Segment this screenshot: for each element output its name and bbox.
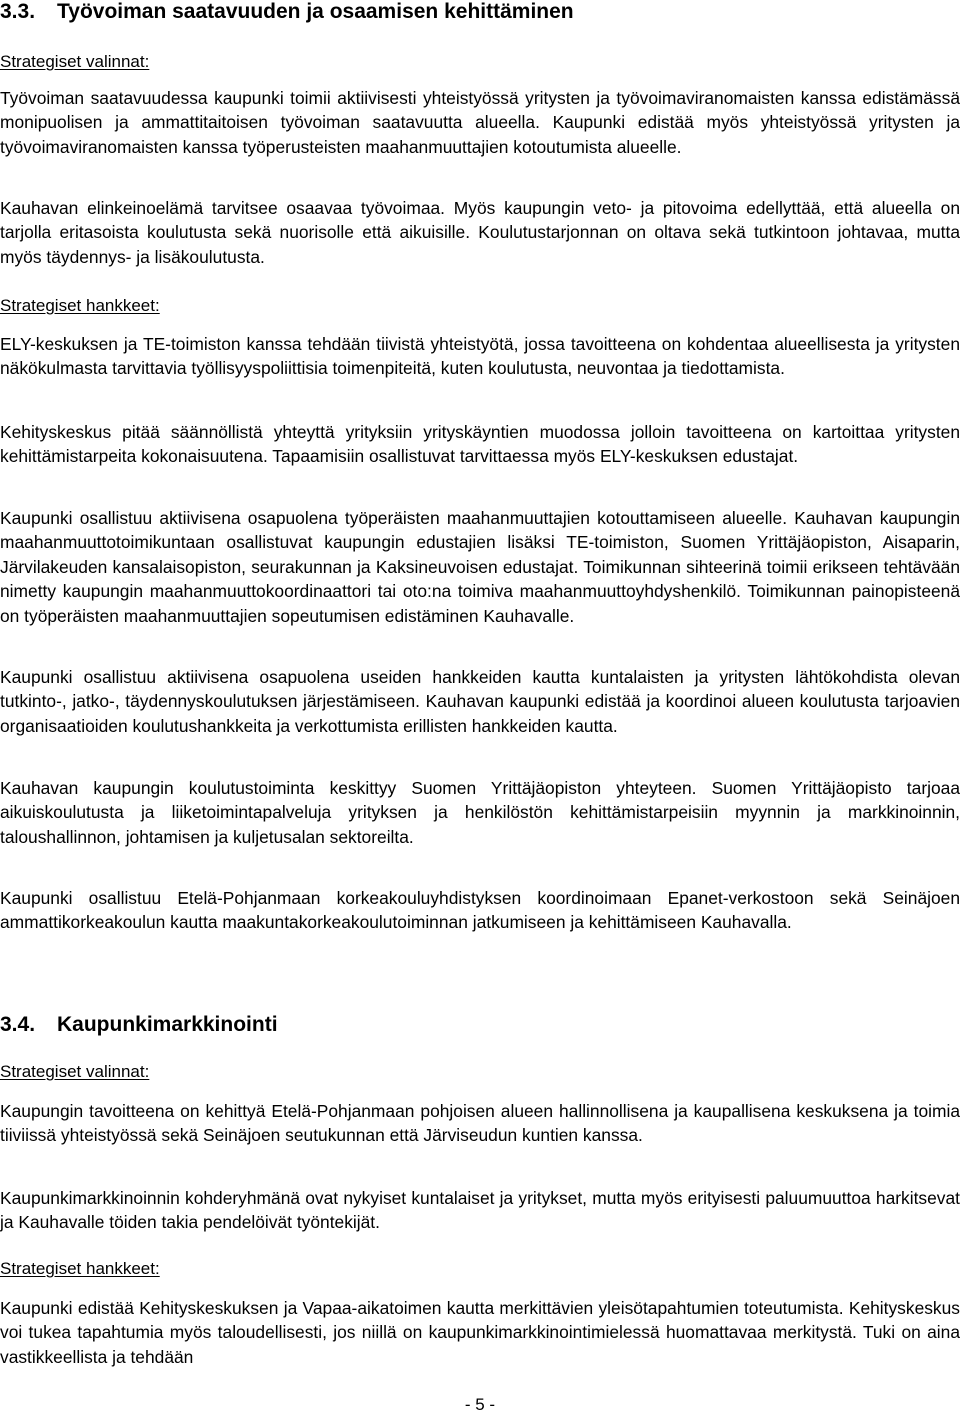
paragraph: ELY-keskuksen ja TE-toimiston kanssa tehdään tiivistä yhteistyötä, jossa tavoitteena on kohdentaa alueellisesta ja yritysten näkökulmasta tarvittavia työllisyyspoliittisia toimenpiteitä, kuten koulutusta, neuvontaa ja tiedottamista. <box>0 334 960 379</box>
page-number: - 5 - <box>464 1395 496 1414</box>
section-title: Työvoiman saatavuuden ja osaamisen kehittäminen <box>57 0 574 23</box>
strategic-projects-heading: Strategiset hankkeet: <box>0 296 160 315</box>
paragraph: Työvoiman saatavuudessa kaupunki toimii aktiivisesti yhteistyössä yritysten ja työvoimaviranomaisten kanssa edistämässä monipuolisen ja ammattitaitoisen työvoiman saatavuutta alueella. Kaupunki edistää myös yhteistyössä yritysten ja työvoimaviranomaisten kanssa työperusteisten maahanmuuttajien kotoutumista alueelle. <box>0 88 960 157</box>
paragraph: Kaupunki osallistuu Etelä-Pohjanmaan korkeakouluyhdistyksen koordinoimaan Epanet-verkostoon sekä Seinäjoen ammattikorkeakoulun kautta maakuntakorkeakoulutoiminnan jatkumiseen ja kehittämiseen Kauhavalla. <box>0 888 960 933</box>
paragraph: Kaupunki osallistuu aktiivisena osapuolena työperäisten maahanmuuttajien kotouttamiseen alueelle. Kauhavan kaupungin maahanmuuttotoimikuntaan osallistuvat kaupungin edustajien lisäksi TE-toimiston, Suomen Yrittäjäopiston, Aisaparin, Järvilakeuden kansalaisopiston, seurakunnan ja Kaksineuvoisen edustajat. Toimikunnan sihteerinä toimii erikseen tehtävään nimetty kaupungin maahanmuuttokoordinaattori tai oto:na toimiva maahanmuuttoyhdyshenkilö. Toimikunnan painopisteenä on työperäisten maahanmuuttajien sopeutumisen edistäminen Kauhavalle. <box>0 508 960 626</box>
paragraph: Kaupunkimarkkinoinnin kohderyhmänä ovat nykyiset kuntalaiset ja yritykset, mutta myös erityisesti paluumuuttoa harkitsevat ja Kauhavalle töiden takia pendelöivät työntekijät. <box>0 1188 960 1233</box>
section-number: 3.4. <box>0 1013 36 1036</box>
section-number: 3.3. <box>0 0 36 23</box>
paragraph: Kehityskeskus pitää säännöllistä yhteyttä yrityksiin yrityskäyntien muodossa jolloin tavoitteena on kartoittaa yritysten kehittämistarpeita kokonaisuutena. Tapaamisiin osallistuvat tarvittaessa myös ELY-keskuksen edustajat. <box>0 422 960 467</box>
paragraph: Kaupungin tavoitteena on kehittyä Etelä-Pohjanmaan pohjoisen alueen hallinnollisena ja kaupallisena keskuksena ja toimia tiiviissä yhteistyössä sekä Seinäjoen seutukunnan että Järviseudun kuntien kanssa. <box>0 1101 960 1146</box>
strategic-choices-heading: Strategiset valinnat: <box>0 1062 150 1081</box>
section-heading-3-4 <box>0 1013 960 1037</box>
paragraph: Kauhavan kaupungin koulutustoiminta keskittyy Suomen Yrittäjäopiston yhteyteen. Suomen Yrittäjäopisto tarjoaa aikuiskoulutusta ja liiketoimintapalveluja yrityksen ja henkilöstön kehittämistarpeisiin myynnin ja markkinoinnin, taloushallinnon, johtamisen ja kuljetusalan sektoreilta. <box>0 778 960 847</box>
paragraph: Kaupunki osallistuu aktiivisena osapuolena useiden hankkeiden kautta kuntalaisten ja yritysten lähtökohdista olevan tutkinto-, jatko-, täydennyskoulutuksen järjestämiseen. Kauhavan kaupunki edistää ja koordinoi alueen koulutusta tarjoavien organisaatioiden koulutushankkeita ja verkottumista erillisten hankkeiden kautta. <box>0 667 960 736</box>
paragraph: Kauhavan elinkeinoelämä tarvitsee osaavaa työvoimaa. Myös kaupungin veto- ja pitovoima edellyttää, että alueella on tarjolla eritasoista koulutusta sekä nuorisolle että aikuisille. Koulutustarjonnan on oltava sekä tutkintoon johtavaa, mutta myös täydennys- ja lisäkoulutusta. <box>0 198 960 267</box>
paragraph: Kaupunki edistää Kehityskeskuksen ja Vapaa-aikatoimen kautta merkittävien yleisötapahtumien toteutumista. Kehityskeskus voi tukea tapahtumia myös taloudellisesti, jos niillä on kaupunkimarkkinointimielessä huomattavaa merkitystä. Tuki on aina vastikkeellista ja tehdään <box>0 1298 960 1367</box>
section-title: Kaupunkimarkkinointi <box>57 1013 278 1036</box>
strategic-projects-heading: Strategiset hankkeet: <box>0 1259 160 1278</box>
section-heading-3-3 <box>0 0 960 24</box>
strategic-choices-heading: Strategiset valinnat: <box>0 52 150 71</box>
